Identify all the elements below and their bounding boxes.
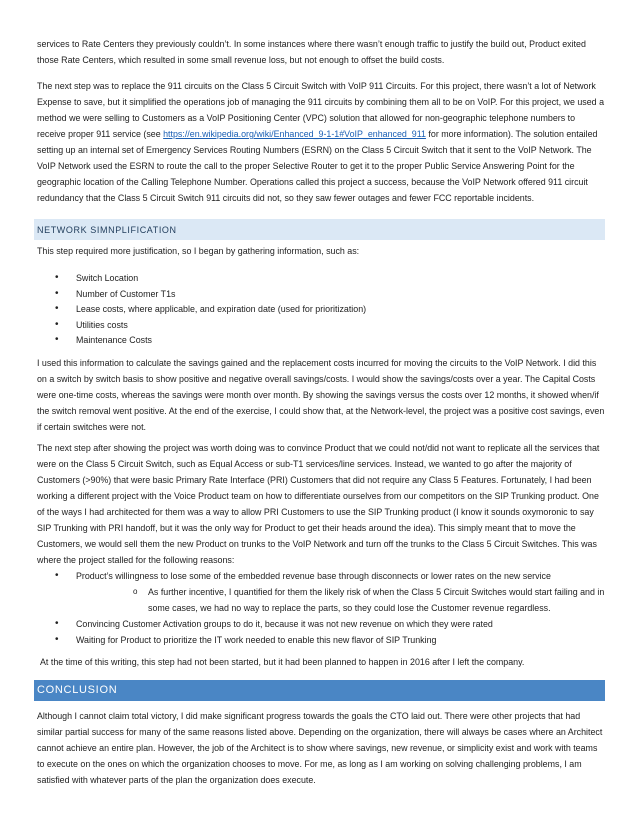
list-item [37, 568, 605, 616]
paragraph-savings-calculation: I used this information to calculate the savings gained and the replacement costs incurred for moving the circuits to the VoIP Network. I did this on a switch by switch basis to show positive and negative overall savings/costs. I would show the savings/costs over a year. The Capital Costs were one-time costs, whereas the savings were month over month. By showing the savings versus the costs over 12 months, it showed when/if the switch removal went positive. At the end of the exercise, I could show that, at the Network-level, the project was a positive cost savings, even if certain switches were not. [37, 358, 605, 432]
stall-reasons-list [37, 568, 605, 648]
list-item: • Convincing Customer Activation groups to do it, because it was not new revenue on which they were rated [37, 616, 605, 632]
paragraph-justification: This step required more justification, so I began by gathering information, such as: [37, 246, 360, 256]
paragraph-911-text-before: The next step was to replace the 911 circuits on the Class 5 Circuit Switch with VoIP 911 Circuits. For this project, there wasn’t a lot of Network Expense to save, but it simplified the operations job of managing the 911 circuits by combining them all to be on VoIP. For this project, we used a method we were selling to Customers as a VoIP Positioning Center (VPC) solution that allowed for non-geographic telephone numbers to receive proper 911 service (see [37, 81, 605, 139]
network-simplification-header [34, 219, 605, 240]
sub-list-item: o As further incentive, I quantified for them the likely risk of when the Class 5 Circuit Switches would start failing and in some cases, we had no way to replace the parts, so they could lose the Customer revenue regardless. [76, 584, 605, 616]
paragraph-convince-product: The next step after showing the project was worth doing was to convince Product that we could not/did not want to replicate all the services that were on the Class 5 Circuit Switch, such as Equal Access or sub-T1 services/line services. Instead, we wanted to go after the majority of Customers (>90%) that were basic Primary Rate Interface (PRI) Customers that did not require any Class 5 Features. Fortunately, I had been working a different project with the Voice Product team on how to differentiate ourselves from our competitors on the SIP Trunking product. One of the ways I had architected for them was a way to allow PRI Customers to use the SIP Trunking product (I know it sounds oxymoronic to say SIP Trunking with PRI handoff, but it was the only way for Product to get their heads around the idea). This simply meant that to move the Customers, we would sell them the new Product on trunks to the VoIP Network and turn off the trunks to the Class 5 Circuit Switches. This was where the project stalled for the following reasons: [37, 443, 600, 565]
list-item: • Waiting for Product to prioritize the IT work needed to enable this new flavor of SIP Trunking [37, 632, 605, 648]
paragraph-911-circuits [37, 78, 605, 206]
paragraph-rate-centers: services to Rate Centers they previously couldn’t. In some instances where there wasn’t enough traffic to justify the build out, Product exited those Rate Centers, which resulted in some small revenue loss, but not enough to offset the build costs. [37, 39, 586, 65]
list-item: • Utilities costs [37, 317, 605, 333]
paragraph-911-text-after: for more information). The solution entailed setting up an internal set of Emergency Services Routing Numbers (ESRN) on the Class 5 Circuit Switch that it sent to the VoIP Network. The VoIP Network used the ESRN to route the call to the proper Selective Router to get it to the proper Public Service Answering Point for the geographic location of the Calling Telephone Number. Operations called this project a success, because the VoIP Network offered 911 circuit redundancy that the Class 5 Circuit Switch 911 circuits did not, so they saw fewer outages and fewer FCC reportable incidents. [37, 129, 598, 203]
paragraph-conclusion: Although I cannot claim total victory, I did make significant progress towards the goals the CTO laid out. There were other projects that had similar partial success for many of the same reasons listed above. Depending on the organization, there will always be cases where an Architect cannot achieve an entire plan. However, the job of the Architect is to show where savings, new revenue, or simplicity exist and work with teams to execute on the ones on which the organization chooses to move. For me, as long as I am working on solving challenging problems, I am satisfied with whatever parts of the plan the organization does execute. [37, 711, 603, 785]
wikipedia-enhanced-911-link[interactable]: https://en.wikipedia.org/wiki/Enhanced_9-1-1#VoIP_enhanced_911 [163, 129, 426, 139]
list-item: • Maintenance Costs [37, 332, 605, 348]
list-item-text: Product’s willingness to lose some of the embedded revenue base through disconnects or lower rates on the new service [76, 571, 551, 581]
list-item: • Number of Customer T1s [37, 286, 605, 302]
conclusion-title: CONCLUSION [37, 684, 118, 696]
list-item: • Lease costs, where applicable, and expiration date (used for prioritization) [37, 301, 605, 317]
paragraph-time-of-writing: At the time of this writing, this step had not been started, but it had been planned to happen in 2016 after I left the company. [40, 657, 525, 667]
information-list [37, 270, 605, 348]
network-simplification-title: NETWORK SIMNPLIFICATION [37, 225, 177, 235]
list-item: • Switch Location [37, 270, 605, 286]
conclusion-header [34, 680, 605, 701]
